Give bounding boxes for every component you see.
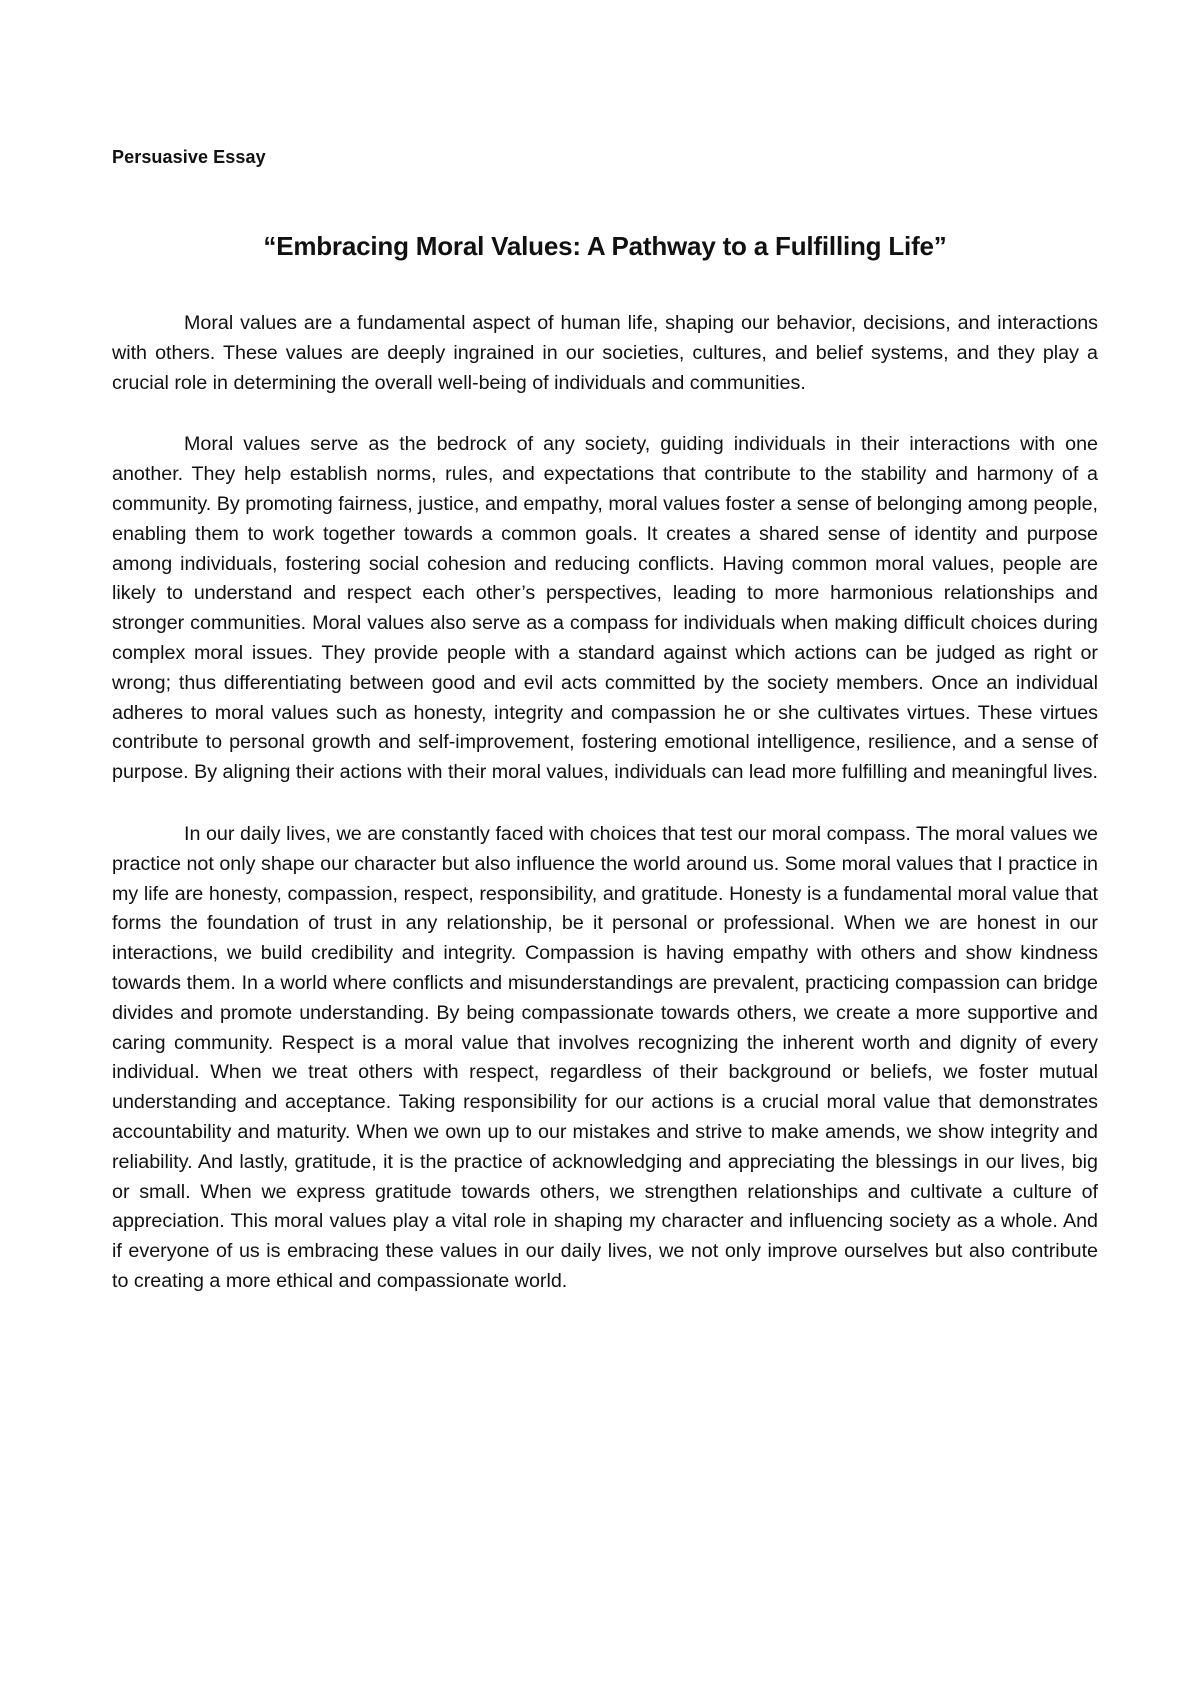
document-label: Persuasive Essay (112, 147, 266, 167)
essay-title: “Embracing Moral Values: A Pathway to a Fulfilling Life” (263, 231, 947, 261)
document-content (112, 146, 1098, 1297)
essay-paragraph-1: Moral values are a fundamental aspect of human life, shaping our behavior, decisions, and interactions with others. These values are deeply ingrained in our societies, cultures, and belief systems, and they play a crucial role in determining the overall well-being of individuals and communities. (112, 312, 1098, 394)
essay-paragraph-3: In our daily lives, we are constantly faced with choices that test our moral compass. The moral values we practice not only shape our character but also influence the world around us. Some moral values that I practice in my life are honesty, compassion, respect, responsibility, and gratitude. Honesty is a fundamental moral value that forms the foundation of trust in any relationship, be it personal or professional. When we are honest in our interactions, we build credibility and integrity. Compassion is having empathy with others and show kindness towards them. In a world where conflicts and misunderstandings are prevalent, practicing compassion can bridge divides and promote understanding. By being compassionate towards others, we create a more supportive and caring community. Respect is a moral value that involves recognizing the inherent worth and dignity of every individual. When we treat others with respect, regardless of their background or beliefs, we foster mutual understanding and acceptance. Taking responsibility for our actions is a crucial moral value that demonstrates accountability and maturity. When we own up to our mistakes and strive to make amends, we show integrity and reliability. And lastly, gratitude, it is the practice of acknowledging and appreciating the blessings in our lives, big or small. When we express gratitude towards others, we strengthen relationships and cultivate a culture of appreciation. This moral values play a vital role in shaping my character and influencing society as a whole. And if everyone of us is embracing these values in our daily lives, we not only improve ourselves but also contribute to creating a more ethical and compassionate world. (112, 822, 1098, 1292)
essay-body (112, 309, 1098, 1297)
essay-paragraph-2: Moral values serve as the bedrock of any society, guiding individuals in their interactions with one another. They help establish norms, rules, and expectations that contribute to the stability and harmony of a community. By promoting fairness, justice, and empathy, moral values foster a sense of belonging among people, enabling them to work together towards a common goals. It creates a shared sense of identity and purpose among individuals, fostering social cohesion and reducing conflicts. Having common moral values, people are likely to understand and respect each other’s perspectives, leading to more harmonious relationships and stronger communities. Moral values also serve as a compass for individuals when making difficult choices during complex moral issues. They provide people with a standard against which actions can be judged as right or wrong; thus differentiating between good and evil acts committed by the society members. Once an individual adheres to moral values such as honesty, integrity and compassion he or she cultivates virtues. These virtues contribute to personal growth and self-improvement, fostering emotional intelligence, resilience, and a sense of purpose. By aligning their actions with their moral values, individuals can lead more fulfilling and meaningful lives. (112, 433, 1098, 784)
